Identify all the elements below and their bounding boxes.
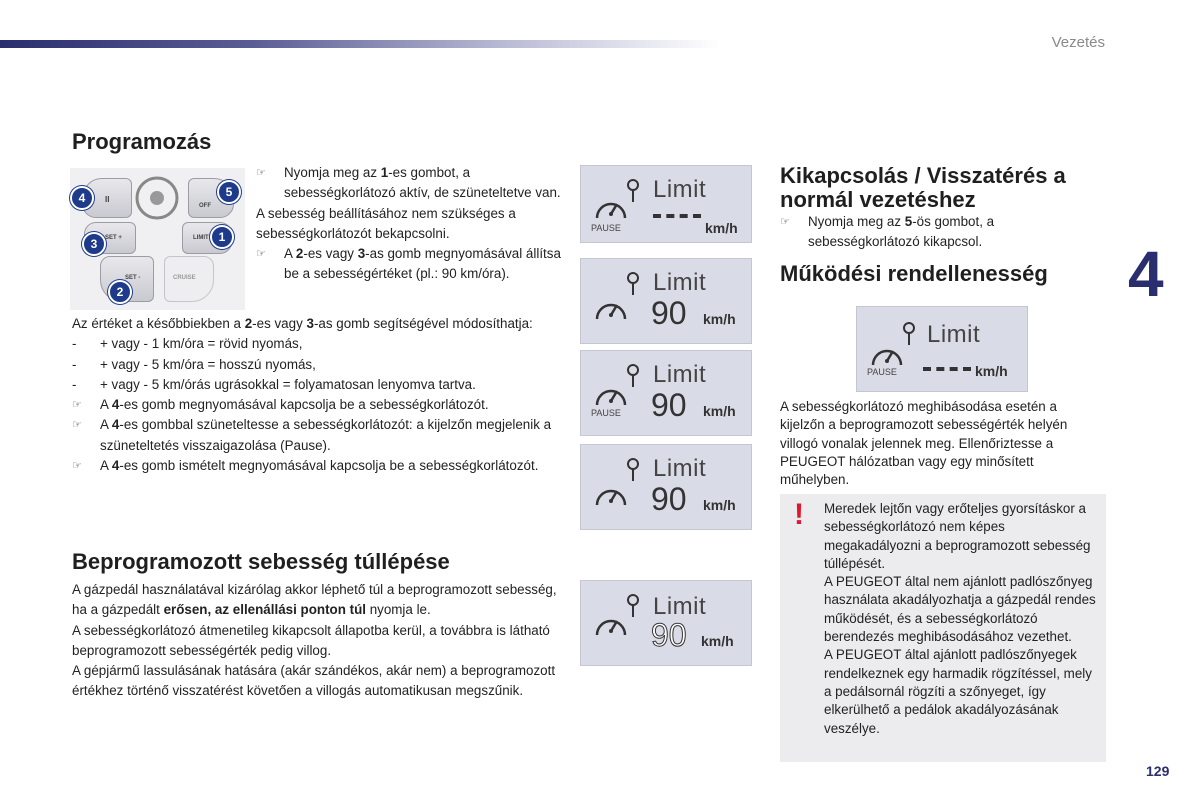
bullet-press-5: ☞ Nyomja meg az 5-ös gombot, a sebességkorlátozó kikapcsol. <box>780 214 995 250</box>
pause-label: PAUSE <box>867 367 897 377</box>
dash-item-long-press: - + vagy - 5 km/óra = hosszú nyomás, <box>72 356 316 372</box>
unit-label: km/h <box>701 633 734 649</box>
para-modify-value: Az értéket a későbbiekben a 2-es vagy 3-as gomb segítségével módosíthatja: <box>72 316 533 331</box>
pointing-finger-icon: ☞ <box>72 419 82 432</box>
dashed-value <box>923 367 971 375</box>
off-button-pad: OFF <box>188 178 234 218</box>
button-5-badge: 5 <box>217 180 241 204</box>
section-title: Vezetés <box>1051 34 1105 51</box>
tullepes-body <box>72 580 567 702</box>
display-active-90 <box>580 444 752 530</box>
warning-text <box>824 500 1100 738</box>
dashed-value <box>653 214 701 222</box>
bullet-pause-4: ☞ A 4-es gombbal szüneteltesse a sebességkorlátozót: a kijelzőn megjelenik a szüneteltetés visszaigazolása (Pause). <box>72 417 552 453</box>
display-paused-dashes <box>580 165 752 243</box>
display-fault-dashes <box>856 306 1028 392</box>
unit-label: km/h <box>705 220 738 236</box>
unit-label: km/h <box>703 311 736 327</box>
speed-value: 90 <box>651 481 687 517</box>
speed-value-flashing: 90 <box>651 617 687 653</box>
bullet-reactivate-4: ☞ A 4-es gomb ismételt megnyomásával kapcsolja be a sebességkorlátozót. <box>72 456 562 476</box>
heading-rendellenesseg: Működési rendellenesség <box>780 261 1048 286</box>
set-minus-button-pad: SET - <box>100 256 154 302</box>
limit-label: Limit <box>653 361 707 388</box>
limit-label: Limit <box>927 321 981 348</box>
para-flashing-stops: A gépjármű lassulásának hatására (akár szándékos, akár nem) a beprogramozott értékhez történő visszatérést követően a villogás automatikusan megszűnik. <box>72 663 556 699</box>
cruise-button-pad: CRUISE <box>164 256 214 302</box>
pointing-finger-icon: ☞ <box>256 248 266 261</box>
limit-pin-icon <box>901 321 917 347</box>
warning-box <box>780 494 1106 762</box>
limit-pin-icon <box>625 271 641 297</box>
button-1-badge: 1 <box>210 225 234 249</box>
pointing-finger-icon: ☞ <box>72 460 82 473</box>
dash-item-short-press: - + vagy - 1 km/óra = rövid nyomás, <box>72 336 303 352</box>
pause-label: PAUSE <box>591 223 621 233</box>
warning-para-slope: Meredek lejtőn vagy erőteljes gyorsításkor a sebességkorlátozó nem képes megakadályozni a beprogramozott sebesség túllépését. <box>824 501 1091 571</box>
steering-wheel-controls-illustration <box>70 168 245 310</box>
limit-pin-icon <box>625 593 641 619</box>
speed-value: 90 <box>651 295 687 331</box>
pause-label: PAUSE <box>591 408 621 418</box>
button-3-badge: 3 <box>82 232 106 256</box>
programozas-body <box>72 314 562 476</box>
limit-button-pad: LIMIT <box>182 222 232 254</box>
pointing-finger-icon: ☞ <box>72 399 82 412</box>
display-flashing-90 <box>580 580 752 666</box>
para-temporary-off: A sebességkorlátozó átmenetileg kikapcsolt állapotba kerül, a továbbra is látható beprogramozott sebességérték pedig villog. <box>72 622 550 658</box>
pointing-finger-icon: ☞ <box>780 216 790 228</box>
warning-para-mat: A PEUGEOT által nem ajánlott padlószőnyeg használata akadályozhatja a gázpedál rendes működését, és a sebességkorlátozó berendezés meghibásodásához vezethet. <box>824 574 1096 645</box>
limit-pin-icon <box>625 178 641 204</box>
para-no-activation-needed: A sebesség beállításához nem szükséges a sebességkorlátozót bekapcsolni. <box>256 205 516 241</box>
warning-para-recommended-mat: A PEUGEOT által ajánlott padlószőnyegek rendelkeznek egy harmadik rögzítéssel, mely a pedálsornál rögzíti a szőnyeget, így elkerülhető a pedálok akadályozásának veszélye. <box>824 647 1092 736</box>
unit-label: km/h <box>703 497 736 513</box>
limit-label: Limit <box>653 176 707 203</box>
limit-pin-icon <box>625 363 641 389</box>
display-value-90 <box>580 258 752 344</box>
limit-label: Limit <box>653 269 707 296</box>
chapter-number: 4 <box>1128 238 1164 310</box>
heading-tullepes: Beprogramozott sebesség túllépése <box>72 549 450 574</box>
bullet-activate-4: ☞ A 4-es gomb megnyomásával kapcsolja be a sebességkorlátozót. <box>72 395 562 415</box>
rendellenesseg-body: A sebességkorlátozó meghibásodása esetén a kijelzőn a beprogramozott sebességérték helyén villogó vonalak jelennek meg. Ellenőriztesse a PEUGEOT hálózatban vagy egy minősített műhelyben. <box>780 399 1068 488</box>
unit-label: km/h <box>975 363 1008 379</box>
speed-value: 90 <box>651 387 687 423</box>
bullet-set-value: ☞ A 2-es vagy 3-as gomb megnyomásával állítsa be a sebességértéket (pl.: 90 km/óra). <box>256 246 561 282</box>
heading-kikapcsolas: Kikapcsolás / Visszatérés a normál vezetéshez <box>780 163 1066 212</box>
button-2-badge: 2 <box>108 280 132 304</box>
heading-programozas: Programozás <box>72 129 212 154</box>
para-override: A gázpedál használatával kizárólag akkor léphető túl a beprogramozott sebesség, ha a gázpedált erősen, az ellenállási ponton túl nyomja le. <box>72 582 557 618</box>
display-paused-90 <box>580 350 752 436</box>
dash-item-hold: - + vagy - 5 km/órás ugrásokkal = folyamatosan lenyomva tartva. <box>72 376 476 392</box>
unit-label: km/h <box>703 403 736 419</box>
pointing-finger-icon: ☞ <box>256 167 266 179</box>
bullet-press-1: ☞ Nyomja meg az 1-es gombot, a sebességkorlátozó aktív, de szüneteltetve van. <box>256 165 561 201</box>
limit-pin-icon <box>625 457 641 483</box>
set-plus-button-pad: SET + <box>84 222 136 254</box>
page-number: 129 <box>1146 763 1170 779</box>
warning-icon: ! <box>794 498 804 531</box>
limit-label: Limit <box>653 455 707 482</box>
kikapcsolas-body <box>780 212 1100 253</box>
pause-button-pad: II <box>82 178 132 218</box>
limit-label: Limit <box>653 593 707 620</box>
programozas-intro <box>256 163 562 285</box>
header-gradient-bar <box>0 40 720 48</box>
button-4-badge: 4 <box>70 186 94 210</box>
